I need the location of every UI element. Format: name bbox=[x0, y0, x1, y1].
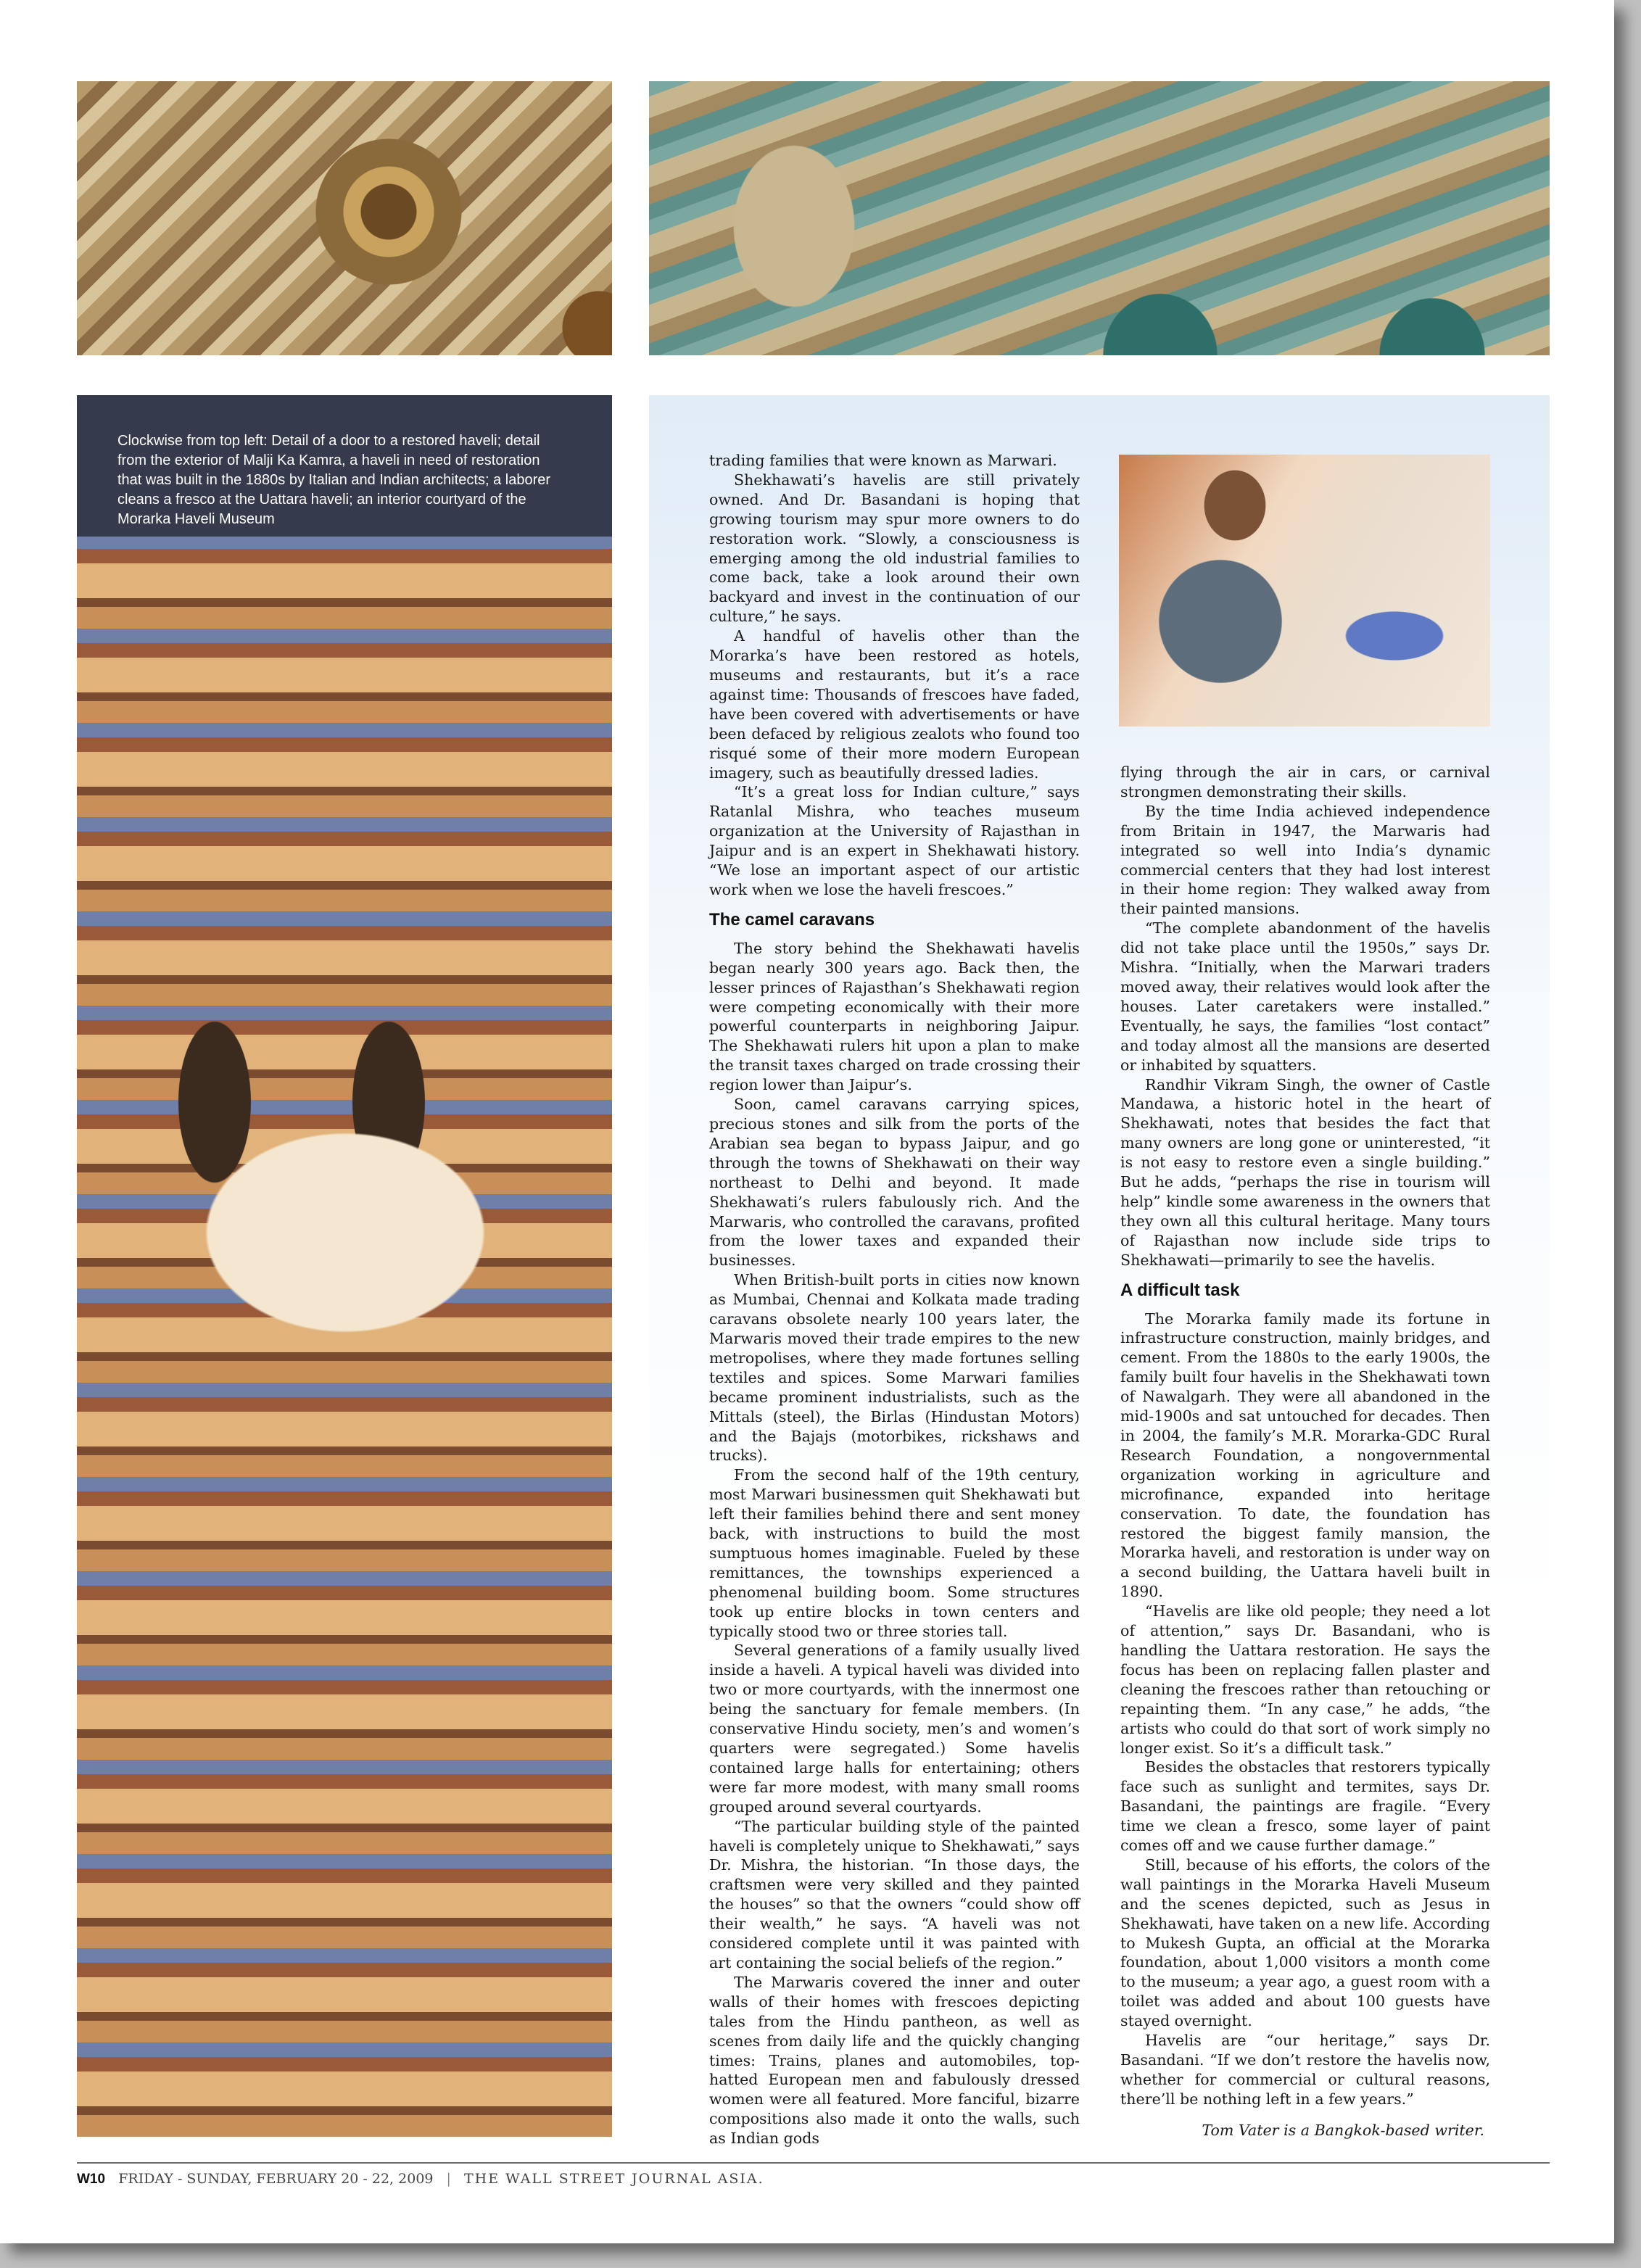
paragraph: Soon, camel caravans carrying spices, precious stones and silk from the ports of the Arabian sea began to bypass Jaipur, and go through the towns of Shekhawati on their way northeast to Delhi and beyond. It made Shekhawati’s rulers fabulously rich. And the Marwaris, who controlled the caravans, profited from the lower taxes and expanded their businesses. bbox=[709, 1096, 1080, 1270]
paragraph: Several generations of a family usually lived inside a haveli. A typical haveli was divided into two or more courtyards, with the innermost one being the sanctuary for female members. (In conservative Hindu society, men’s and women’s quarters were segregated.) Some havelis contained large halls for entertaining; others were far more modest, with many small rooms grouped around several courtyards. bbox=[709, 1642, 1080, 1816]
paragraph: Still, because of his efforts, the colors of the wall paintings in the Morarka Haveli Museum and the scenes depicted, such as Jesus in Shekhawati, have taken on a new life. According to Mukesh Gupta, an official at the Morarka foundation, about 1,000 visitors a month come to the museum; a year ago, a guest room with a toilet was added and about 100 guests have stayed overnight. bbox=[1120, 1855, 1490, 2030]
paragraph: The Marwaris covered the inner and outer walls of their homes with frescoes depicting tales from the Hindu pantheon, as well as scenes from daily life and the quickly changing times: Trains, planes and automobiles, top-hatted European men and fabulously dressed women were all featured. More fanciful, bizarre compositions also made it onto the walls, such as Indian gods bbox=[709, 1973, 1080, 2148]
article-column-2 bbox=[1120, 763, 1490, 2140]
paragraph: trading families that were known as Marwari. bbox=[709, 452, 1057, 469]
paragraph: A handful of havelis other than the Morarka’s have been restored as hotels, museums and restaurants, but it’s a race against time: Thousands of frescoes have faded, have been covered with advertisements or have been defaced by religious zealots who found too risqué some of their more modern European imagery, such as beautifully dressed ladies. bbox=[709, 627, 1080, 782]
section-heading: A difficult task bbox=[1120, 1280, 1240, 1300]
paragraph: “The particular building style of the painted haveli is completely unique to Shekhawati,” says Dr. Mishra, the historian. “In those days, the craftsmen were very skilled and they painted the houses” so that the owners “could show off their wealth,” he says. “A haveli was not considered complete until it was painted with art containing the social beliefs of the region.” bbox=[709, 1817, 1080, 1971]
courtyard-photo bbox=[77, 537, 612, 2137]
laborer-fresco-photo bbox=[1119, 455, 1490, 727]
photo-caption: Clockwise from top left: Detail of a door to a restored haveli; detail from the exterior of Malji Ka Kamra, a haveli in need of restoration that was built in the 1880s by Italian and Indian architects; a laborer cleans a fresco at the Uattara haveli; an interior courtyard of the Morarka Haveli Museum bbox=[117, 433, 551, 527]
paragraph: Randhir Vikram Singh, the owner of Castle Mandawa, a historic hotel in the heart of Shekhawati, notes that besides the fact that many owners are long gone or uninterested, “it is not easy to restore even a single building.” But he adds, “perhaps the rise in tourism will help” kindle some awareness in the owners that they own all this cultural heritage. Many tours of Rajasthan now include side trips to Shekhawati—primarily to see the havelis. bbox=[1120, 1075, 1490, 1269]
author-byline: Tom Vater is a Bangkok-based writer. bbox=[1202, 2121, 1484, 2139]
paragraph: “It’s a great loss for Indian culture,” says Ratanlal Mishra, who teaches museum organization at the University of Rajasthan in Jaipur and is an expert in Shekhawati history. “We lose an important aspect of our artistic work when we lose the haveli frescoes.” bbox=[709, 783, 1080, 898]
article-column-1 bbox=[709, 451, 1080, 2148]
paragraph: “Havelis are like old people; they need a lot of attention,” says Dr. Basandani, who is handling the Uattara restoration. He says the focus has been on replacing fallen plaster and cleaning the frescoes rather than retouching or repainting them. “In any case,” he adds, “the artists who could do that sort of work simply no longer exist. So it’s a difficult task.” bbox=[1120, 1602, 1490, 1757]
footer-rule bbox=[77, 2162, 1550, 2164]
haveli-exterior-photo bbox=[649, 81, 1550, 355]
footer-separator: | bbox=[446, 2171, 451, 2187]
door-detail-photo bbox=[77, 81, 612, 355]
paragraph: Havelis are “our heritage,” says Dr. Basandani. “If we don’t restore the havelis now, whether for commercial or cultural reasons, there’ll be nothing left in a few years.” bbox=[1120, 2032, 1490, 2108]
paragraph: Shekhawati’s havelis are still privately owned. And Dr. Basandani is hoping that growing tourism may spur more owners to do restoration work. “Slowly, a consciousness is emerging among the old industrial families to come back, take a look around their own backyard and invest in the continuation of our culture,” he says. bbox=[709, 471, 1080, 626]
issue-date: FRIDAY - SUNDAY, FEBRUARY 20 - 22, 2009 bbox=[118, 2171, 434, 2187]
paragraph: Besides the obstacles that restorers typically face such as sunlight and termites, says Dr. Basandani, the paintings are fragile. “Every time we clean a fresco, some layer of paint comes off and we cause further damage.” bbox=[1120, 1758, 1490, 1855]
publication-name: THE WALL STREET JOURNAL ASIA. bbox=[464, 2171, 764, 2187]
paragraph: The story behind the Shekhawati havelis began nearly 300 years ago. Back then, the lesser princes of Rajasthan’s Shekhawati region were competing economically with their more powerful counterparts in neighboring Jaipur. The Shekhawati rulers hit upon a plan to make the transit taxes charged on trade crossing their region lower than Jaipur’s. bbox=[709, 939, 1080, 1094]
paragraph: By the time India achieved independence from Britain in 1947, the Marwaris had integrated so well into India’s dynamic commercial centers that they had lost interest in their home region: They walked away from their painted mansions. bbox=[1120, 802, 1490, 918]
paragraph: The Morarka family made its fortune in infrastructure construction, mainly bridges, and cement. From the 1880s to the early 1900s, the family built four havelis in the Shekhawati town of Nawalgarh. They were all abandoned in the mid-1900s and sat untouched for decades. Then in 2004, the family’s M.R. Morarka-GDC Rural Research Foundation, a nongovernmental organization working in agriculture and microfinance, expanded into heritage conservation. To date, the foundation has restored the biggest family mansion, the Morarka haveli, and restoration is under way on a second building, the Uattara haveli built in 1890. bbox=[1120, 1309, 1490, 1601]
page-number: W10 bbox=[77, 2172, 106, 2187]
paragraph: flying through the air in cars, or carnival strongmen demonstrating their skills. bbox=[1120, 763, 1490, 800]
section-heading: The camel caravans bbox=[709, 909, 875, 930]
page-footer bbox=[77, 2170, 1550, 2188]
paragraph: When British-built ports in cities now known as Mumbai, Chennai and Kolkata made trading caravans obsolete nearly 100 years later, the Marwaris moved their trade empires to the new metropolises, where they made fortunes selling textiles and spices. Some Marwari families became prominent industrialists, such as the Mittals (steel), the Birlas (Hindustan Motors) and the Bajajs (motorbikes, rickshaws and trucks). bbox=[709, 1271, 1080, 1465]
paragraph: From the second half of the 19th century, most Marwari businessmen quit Shekhawati but left their families behind there and sent money back, with instructions to build the most sumptuous homes imaginable. Fueled by these remittances, the townships experienced a phenomenal building boom. Some structures took up entire blocks in town centers and typically stood two or three stories tall. bbox=[709, 1466, 1080, 1640]
paragraph: “The complete abandonment of the havelis did not take place until the 1950s,” says Dr. Mishra. “Initially, when the Marwari traders moved away, their relatives would look after the houses. Later caretakers were installed.” Eventually, he says, the families “lost contact” and today almost all the mansions are deserted or inhabited by squatters. bbox=[1120, 919, 1490, 1074]
